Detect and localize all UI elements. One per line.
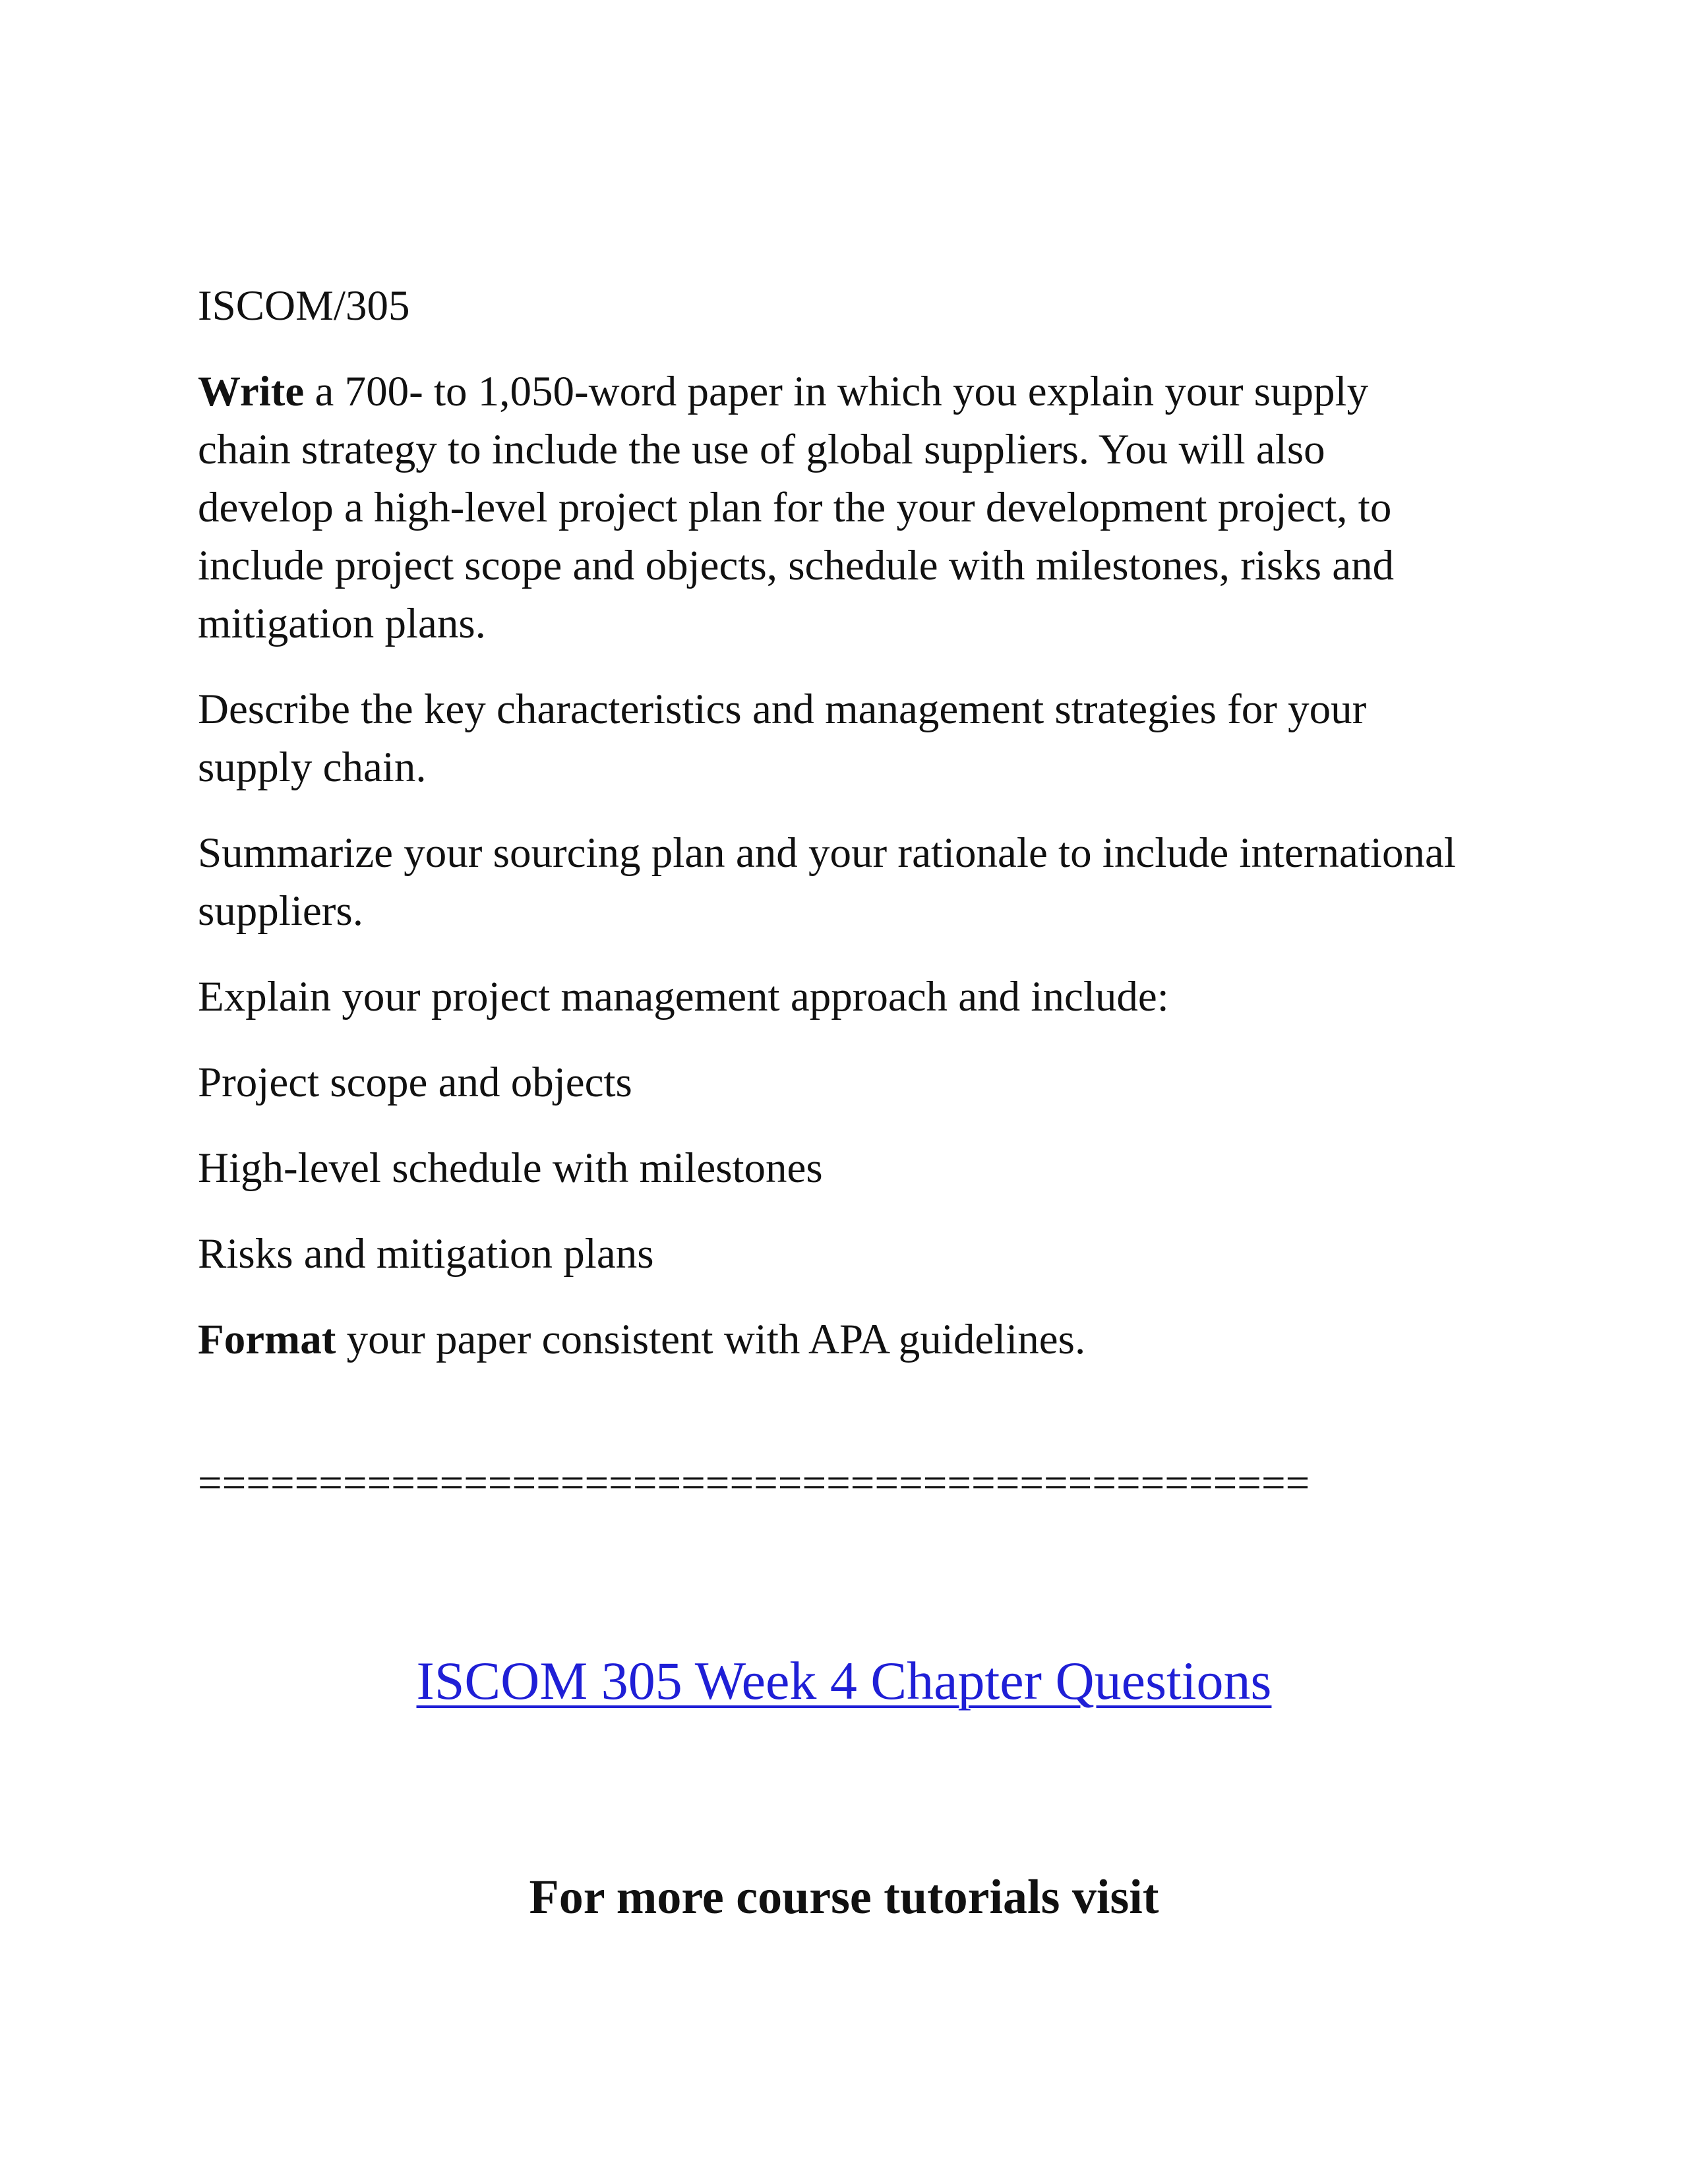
chapter-questions-heading bbox=[0, 1648, 1688, 1714]
visit-text: For more course tutorials visit bbox=[529, 1870, 1159, 1924]
separator-line: ============================================== bbox=[198, 1460, 1310, 1507]
course-code: ISCOM/305 bbox=[198, 282, 410, 330]
format-instruction bbox=[198, 1311, 1470, 1369]
list-item-project-scope: Project scope and objects bbox=[198, 1059, 632, 1106]
document-body bbox=[198, 277, 1470, 1512]
explain-instruction: Explain your project management approach and include: bbox=[198, 973, 1169, 1020]
summarize-instruction: Summarize your sourcing plan and your rationale to include international suppliers. bbox=[198, 829, 1456, 935]
list-item-schedule: High-level schedule with milestones bbox=[198, 1144, 823, 1192]
format-instruction-text: your paper consistent with APA guidelines. bbox=[336, 1316, 1086, 1363]
write-instruction-text: a 700- to 1,050-word paper in which you explain your supply chain strategy to include the use of global suppliers. You will also develop a high-level project plan for the your development project, to include project scope and objects, schedule with milestones, risks and mitigation plans. bbox=[198, 368, 1395, 647]
describe-instruction: Describe the key characteristics and management strategies for your supply chain. bbox=[198, 686, 1367, 791]
format-keyword: Format bbox=[198, 1316, 336, 1363]
write-instruction bbox=[198, 363, 1470, 653]
list-item-risks: Risks and mitigation plans bbox=[198, 1230, 654, 1278]
write-keyword: Write bbox=[198, 368, 305, 415]
chapter-questions-link[interactable]: ISCOM 305 Week 4 Chapter Questions bbox=[416, 1651, 1272, 1711]
